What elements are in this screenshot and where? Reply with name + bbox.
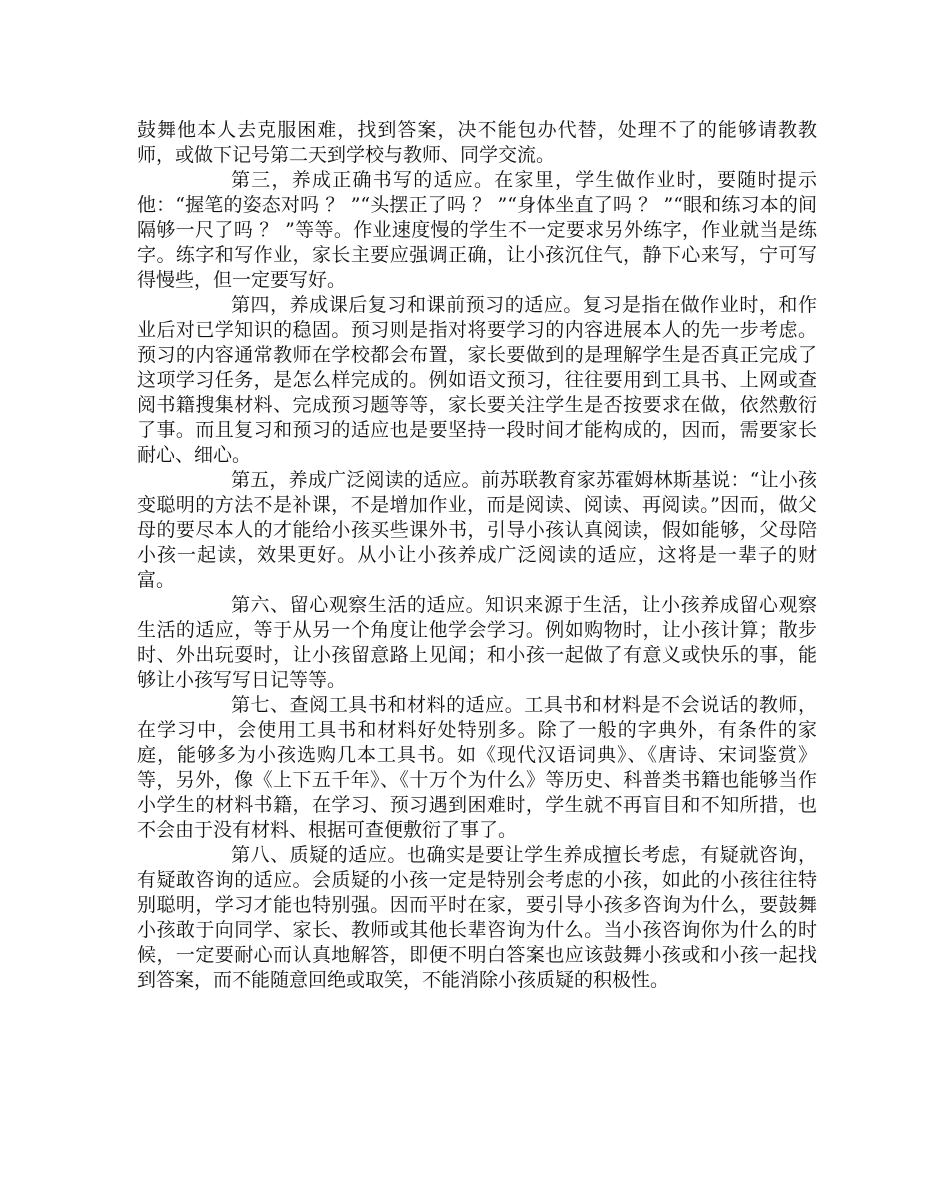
document-body [137,118,817,993]
paragraph-continuation: 鼓舞他本人去克服困难，找到答案，决不能包办代替，处理不了的能够请教教师，或做下记号第二天到学校与教师、同学交流。 [137,119,817,166]
paragraph-fourth-habit: 第四，养成课后复习和课前预习的适应。复习是指在做作业时，和作业后对已学知识的稳固。预习则是指对将要学习的内容进展本人的先一步考虑。预习的内容通常教师在学校都会布置，家长要做到的是理解学生是否真正完成了这项学习任务，是怎么样完成的。例如语文预习，往往要用到工具书、上网或查阅书籍搜集材料、完成预习题等等，家长要关注学生是否按要求在做，依然敷衍了事。而且复习和预习的适应也是要坚持一段时间才能构成的，因而，需要家长耐心、细心。 [137,294,817,466]
paragraph-eighth-habit: 第八、质疑的适应。也确实是要让学生养成擅长考虑，有疑就咨询，有疑敢咨询的适应。会质疑的小孩一定是特别会考虑的小孩，如此的小孩往往特别聪明，学习才能也特别强。因而平时在家，要引导小孩多咨询为什么，要鼓舞小孩敢于向同学、家长、教师或其他长辈咨询为什么。当小孩咨询你为什么的时候，一定要耐心而认真地解答，即便不明白答案也应该鼓舞小孩或和小孩一起找到答案，而不能随意回绝或取笑，不能消除小孩质疑的积极性。 [137,844,817,991]
paragraph-third-habit: 第三，养成正确书写的适应。在家里，学生做作业时，要随时提示他：“握笔的姿态对吗 ？ ”“头摆正了吗 ？ ”“身体坐直了吗 ？ ”“眼和练习本的间隔够一尺了吗 ？ ”等等。作业速度慢的学生不一定要求另外练字，作业就当是练字。练字和写作业，家长主要应强调正确，让小孩沉住气，静下心来写，宁可写得慢些，但一定要写好。 [137,169,817,291]
paragraph-seventh-habit: 第七、查阅工具书和材料的适应。工具书和材料是不会说话的教师，在学习中，会使用工具书和材料好处特别多。除了一般的字典外，有条件的家庭，能够多为小孩选购几本工具书。如《现代汉语词典》、《唐诗、宋词鉴赏》等，另外，像《上下五千年》、《十万个为什么》等历史、科普类书籍也能够当作小学生的材料书籍，在学习、预习遇到困难时，学生就不再盲目和不知所措，也不会由于没有材料、根据可查便敷衍了事了。 [137,694,817,841]
paragraph-sixth-habit: 第六、留心观察生活的适应。知识来源于生活，让小孩养成留心观察生活的适应，等于从另一个角度让他学会学习。例如购物时，让小孩计算；散步时、外出玩耍时，让小孩留意路上见闻；和小孩一起做了有意义或快乐的事，能够让小孩写写日记等等。 [137,594,817,691]
paragraph-fifth-habit: 第五，养成广泛阅读的适应。前苏联教育家苏霍姆林斯基说：“让小孩变聪明的方法不是补课，不是增加作业，而是阅读、阅读、再阅读。”因而，做父母的要尽本人的才能给小孩买些课外书，引导小孩认真阅读，假如能够，父母陪小孩一起读，效果更好。从小让小孩养成广泛阅读的适应，这将是一辈子的财富。 [137,469,817,591]
